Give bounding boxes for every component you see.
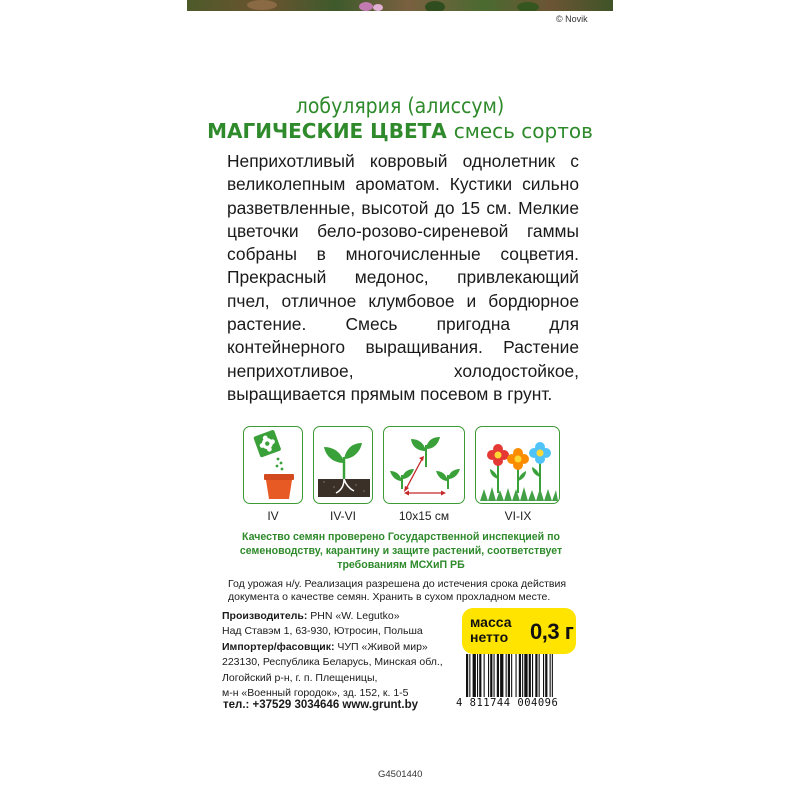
barcode-bar bbox=[477, 654, 478, 702]
flowers-icon bbox=[475, 426, 560, 504]
planting-spacing-icon bbox=[383, 426, 465, 504]
description-text: Неприхотливый ковровый однолетник с великолепным ароматом. Кустики сильно разветвленные, высотой до 15 см. Мелкие цветочки бело-розово-сиреневой гаммы собраны в многочисленные соцветия. Прекрасный медонос, привлекающий пчел, отличное клумбовое и бордюрное растение. Смесь пригодна для контейнерного выращивания. Растение неприхотливое, холодостойкое, выращивается прямым посевом в грунт. bbox=[227, 151, 579, 404]
barcode-bar bbox=[539, 654, 540, 702]
importer-address-3: м-н «Военный городок», зд. 152, к. 1-5 bbox=[222, 687, 409, 700]
net-weight-label: масса нетто bbox=[470, 614, 512, 645]
barcode-bar bbox=[552, 654, 553, 702]
importer-name: ЧУП «Живой мир» bbox=[337, 640, 428, 653]
icon-label-spacing: 10x15 см bbox=[398, 509, 450, 523]
copyright-text: © Novik bbox=[556, 14, 588, 24]
species-title: лобулярия (алиссум) bbox=[295, 94, 505, 118]
net-weight-badge bbox=[462, 608, 576, 654]
icon-label-seedling: IV-VI bbox=[329, 509, 356, 523]
net-weight-value: 0,3 г bbox=[530, 619, 574, 644]
contacts-line: тел.: +37529 3034646 www.grunt.by bbox=[223, 699, 419, 711]
producer-name: PHN «W. Legutko» bbox=[310, 610, 400, 622]
importer-line bbox=[222, 640, 472, 655]
producer-address: Над Ставэм 1, 63-930, Ютросин, Польша bbox=[222, 625, 423, 638]
barcode-bar bbox=[516, 654, 517, 702]
header-photo-strip bbox=[187, 0, 613, 11]
barcode-digits: 4 811744 004096 bbox=[456, 697, 559, 709]
producer-line bbox=[222, 609, 472, 624]
barcode-bar bbox=[490, 654, 492, 702]
importer-address-1: 223130, Республика Беларусь, Минская обл., bbox=[222, 656, 443, 669]
cultivation-icons bbox=[243, 426, 560, 526]
manufacturer-info bbox=[222, 609, 472, 701]
producer-label: Производитель: bbox=[222, 610, 308, 622]
barcode-bar bbox=[469, 654, 470, 702]
variety-mix: смесь сортов bbox=[453, 119, 593, 143]
barcode-bar bbox=[473, 654, 476, 702]
barcode-bar bbox=[532, 654, 533, 702]
icon-label-sowing: IV bbox=[267, 509, 279, 523]
seed-pot-icon bbox=[243, 426, 303, 504]
barcode-bar bbox=[511, 654, 512, 702]
quality-note: Качество семян проверено Государственной инспекцией по семеноводству, карантину и защите растений, соответствует требованиям МСХиП РБ bbox=[239, 531, 563, 571]
harvest-note: Год урожая н/у. Реализация разрешена до истечения срока действия документа о качестве семян. Хранить в сухом прохладном месте. bbox=[228, 578, 567, 603]
barcode-bar bbox=[494, 654, 495, 702]
barcode-bar bbox=[550, 654, 551, 702]
barcode-bar bbox=[484, 654, 485, 702]
barcode-bar bbox=[479, 654, 481, 702]
barcode-bar bbox=[500, 654, 503, 702]
barcode-bar bbox=[535, 654, 537, 702]
barcode-bar bbox=[524, 654, 527, 702]
barcode-bar bbox=[488, 654, 489, 702]
barcode-bar bbox=[522, 654, 523, 702]
seedling-soil-icon bbox=[313, 426, 373, 504]
variety-title bbox=[0, 119, 800, 143]
product-code: G4501440 bbox=[378, 769, 423, 780]
barcode-bar bbox=[466, 654, 468, 702]
importer-address-2: Логойский р-н, г. п. Плещеницы, bbox=[222, 671, 378, 684]
importer-label: Импортер/фасовщик: bbox=[222, 640, 335, 653]
barcode-bar bbox=[545, 654, 547, 702]
barcode-bar bbox=[506, 654, 507, 702]
barcode-bar bbox=[497, 654, 499, 702]
barcode-bar bbox=[508, 654, 510, 702]
barcode-bar bbox=[519, 654, 521, 702]
barcode-bar bbox=[529, 654, 531, 702]
icon-label-flowering: VI-IX bbox=[504, 509, 532, 523]
barcode-bar bbox=[543, 654, 544, 702]
variety-name: МАГИЧЕСКИЕ ЦВЕТА bbox=[207, 119, 447, 143]
